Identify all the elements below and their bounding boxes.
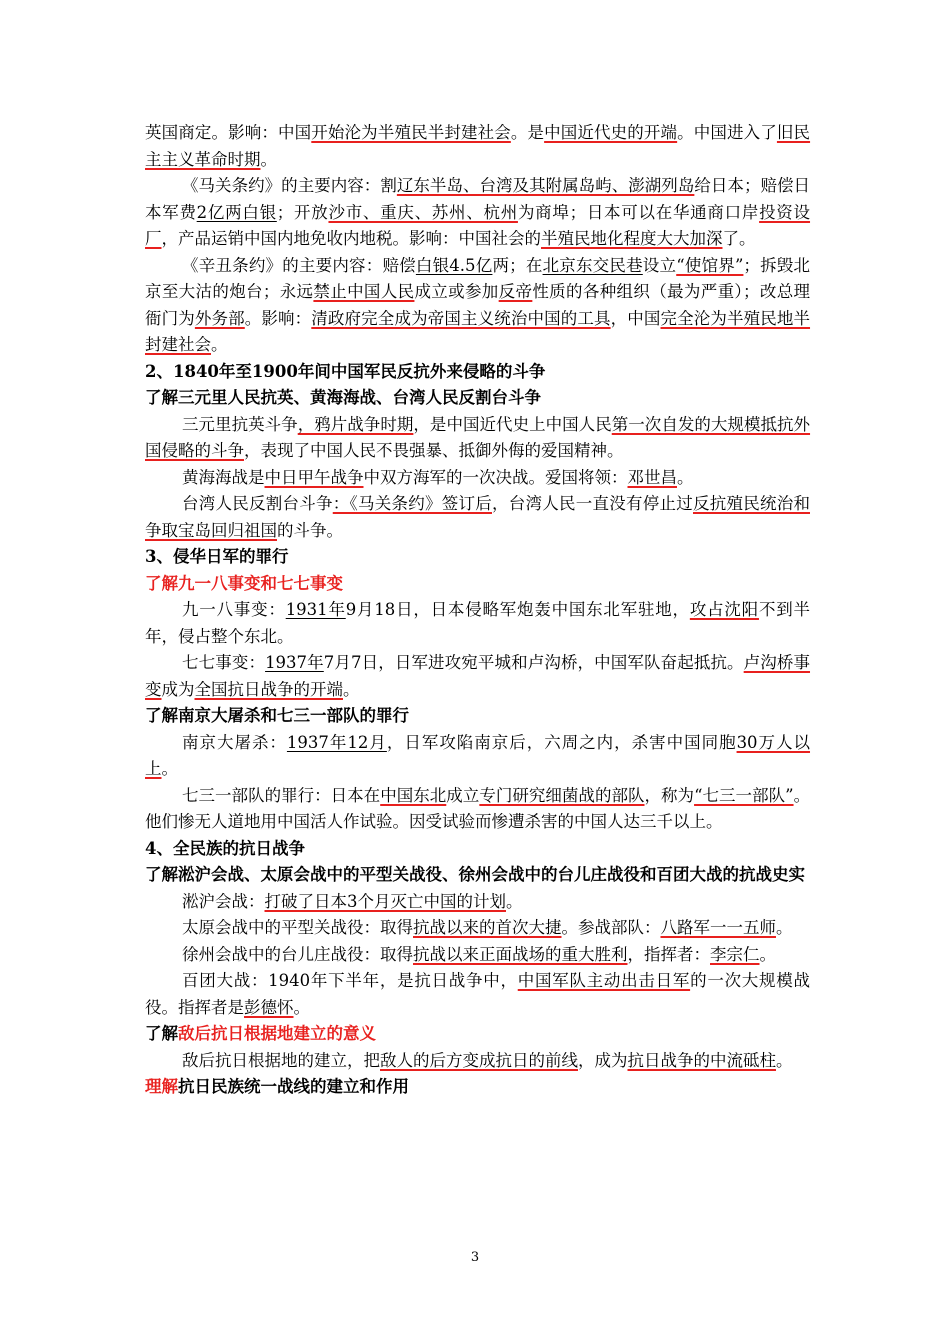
document-body — [145, 120, 810, 1101]
text-run: 理解 — [145, 1077, 178, 1096]
section-heading — [145, 385, 810, 412]
text-run: ，日军攻陷南京后，六周之内，杀害中国同胞 — [386, 732, 737, 752]
underlined-text: 抗战以来正面战场的重大胜利 — [413, 944, 628, 964]
text-run: 成立 — [446, 785, 480, 805]
paragraph — [145, 730, 810, 783]
underlined-text: 打破了日本3个月灭亡中国的计划 — [264, 891, 506, 911]
underlined-text: 2亿两白银 — [196, 202, 277, 222]
text-run: 了。 — [722, 229, 756, 248]
text-run: 。中国进入了 — [677, 123, 777, 142]
underlined-text: 30万人以上 — [145, 732, 811, 778]
underlined-text: 邓世昌 — [627, 467, 677, 487]
underlined-text: 中国军队主动出击日军 — [517, 971, 691, 990]
text-run: 。 — [343, 679, 360, 699]
underlined-text: 辽东半岛、台湾及其附属岛屿、澎湖列岛 — [396, 176, 695, 195]
underlined-text: 旧民主主义革命时期 — [145, 123, 811, 169]
text-run: 七七事变： — [182, 653, 266, 672]
underlined-text: 敌人的后方变成抗日的前线 — [380, 1050, 578, 1070]
paragraph — [145, 491, 810, 544]
text-run: 两；在 — [492, 255, 543, 275]
underlined-text: 第一次自发的大规模抵抗外国侵略的斗争 — [145, 414, 811, 460]
text-run: ；开放 — [276, 202, 329, 222]
underlined-text: ，鸦片战争时期 — [297, 414, 414, 434]
text-run: 。 — [677, 467, 694, 487]
paragraph — [145, 783, 810, 836]
text-run: 。 — [506, 891, 523, 911]
underlined-text: 外务部 — [194, 308, 245, 328]
underlined-text: 投资设厂 — [145, 202, 811, 248]
text-run: 成为 — [161, 679, 195, 699]
section-heading — [145, 544, 810, 571]
text-run: 。参战部队： — [561, 918, 661, 937]
text-run: ，指挥者： — [627, 944, 710, 964]
text-run: 七三一部队的罪行：日本在 — [182, 785, 381, 805]
underlined-text: 完全沦为半殖民地半封建社会 — [145, 308, 811, 354]
section-heading — [145, 571, 810, 598]
underlined-text: “使馆界” — [676, 255, 744, 275]
text-run: 性质的各种组织（最为严重）；改总理衙门为 — [145, 282, 811, 328]
text-run: 。影响： — [244, 308, 312, 328]
underlined-text: “七三一部队” — [694, 785, 794, 805]
underlined-text: 半殖民地化程度大大加深 — [541, 229, 723, 248]
text-run: 。 — [759, 944, 776, 964]
paragraph — [145, 412, 810, 465]
section-heading — [145, 1021, 810, 1048]
underlined-text: 禁止中国人民 — [313, 282, 415, 301]
underlined-text: 抗日战争的中流砥柱 — [627, 1050, 776, 1070]
text-run: 。是 — [510, 123, 545, 142]
text-run: ，是中国近代史上中国人民 — [413, 414, 612, 434]
text-run: 2、1840年至1900年间中国军民反抗外来侵略的斗争 — [145, 361, 546, 381]
underlined-text: 沙市、重庆、苏州、杭州 — [328, 202, 518, 222]
text-run: 。 — [776, 1050, 793, 1070]
text-run: 成立或参加 — [414, 282, 499, 301]
underlined-text: 1931年 — [285, 600, 346, 619]
paragraph — [145, 942, 810, 969]
text-run: 设立 — [642, 255, 677, 275]
text-run: 给日本；赔偿日本军费 — [145, 176, 811, 222]
text-run: 4、全民族的抗日战争 — [145, 838, 305, 858]
text-run: 。 — [776, 918, 793, 937]
text-run: 了解 — [145, 1024, 178, 1043]
text-run: ，称为 — [644, 785, 695, 805]
text-run: 9月18日，日本侵略军炮轰中国东北军驻地， — [345, 600, 690, 619]
underlined-text: 中国东北 — [380, 785, 447, 805]
underlined-text: 抗战以来的首次大捷 — [413, 918, 562, 937]
paragraph — [145, 968, 810, 1021]
section-heading — [145, 359, 810, 386]
text-run: ；拆毁北京至大沽的炮台；永远 — [145, 255, 811, 301]
text-run: 百团大战：1940年下半年，是抗日战争中， — [182, 971, 518, 990]
text-run: 英国商定。影响：中国 — [145, 123, 312, 142]
text-run: 黄海海战是 — [182, 467, 265, 487]
text-run: 了解淞沪会战、太原会战中的平型关战役、徐州会战中的台儿庄战役和百团大战的抗战史实 — [145, 865, 805, 884]
text-run: 了解南京大屠杀和七三一部队的罪行 — [145, 706, 409, 725]
text-run: 《马关条约》的主要内容：割 — [182, 176, 397, 195]
underlined-text: 专门研究细菌战的部队 — [479, 785, 645, 805]
text-run: 敌后抗日根据地的建立，把 — [182, 1050, 380, 1070]
text-run: 了解九一八事变和七七事变 — [145, 573, 343, 593]
text-run: 3、侵华日军的罪行 — [145, 547, 289, 566]
text-run: ，中国 — [610, 308, 661, 328]
text-run: 三元里抗英斗争 — [182, 414, 298, 434]
text-run: 太原会战中的平型关战役：取得 — [182, 918, 413, 937]
section-heading — [145, 1074, 810, 1101]
text-run: 。 — [161, 759, 178, 778]
section-heading — [145, 862, 810, 889]
paragraph — [145, 650, 810, 703]
section-heading — [145, 703, 810, 730]
text-run: ，产品运销中国内地免收内地税。影响：中国社会的 — [161, 229, 541, 248]
text-run: 的一次大规模战役。指挥者是 — [145, 971, 811, 1017]
text-run: 。 — [260, 149, 277, 169]
text-run: 不到半年，侵占整个东北。 — [145, 600, 811, 646]
text-run: 九一八事变： — [182, 600, 286, 619]
paragraph — [145, 253, 810, 359]
underlined-text: 全国抗日战争的开端 — [194, 679, 343, 699]
page-number: 3 — [470, 1250, 480, 1265]
underlined-text: 开始沦为半殖民半封建社会 — [311, 123, 511, 142]
text-run: ，表现了中国人民不畏强暴、抵御外侮的爱国精神。 — [244, 441, 624, 460]
text-run: 7月7日，日军进攻宛平城和卢沟桥，中国军队奋起抵抗。 — [323, 653, 744, 672]
text-run: 台湾人民反割台斗争 — [182, 494, 333, 513]
text-run: 。他们惨无人道地用中国活人作试验。因受试验而惨遭杀害的中国人达三千以上。 — [145, 785, 811, 831]
text-run: ，成为 — [578, 1050, 628, 1070]
paragraph — [145, 597, 810, 650]
underlined-text: ：《马关条约》签订后 — [332, 494, 492, 513]
underlined-text: 北京东交民巷 — [542, 255, 643, 275]
underlined-text: 1937年12月 — [286, 732, 387, 752]
text-run: 的斗争。 — [277, 520, 343, 540]
text-run: 淞沪会战： — [182, 891, 265, 911]
underlined-text: 1937年 — [265, 653, 324, 672]
paragraph — [145, 173, 810, 253]
underlined-text: 卢沟桥事变 — [145, 653, 811, 699]
text-run: 。 — [293, 997, 310, 1017]
paragraph — [145, 1048, 810, 1075]
underlined-text: 白银4.5亿 — [415, 255, 493, 275]
text-run: 为商埠；日本可以在华通商口岸 — [517, 202, 760, 222]
text-run: 了解三元里人民抗英、黄海海战、台湾人民反割台斗争 — [145, 388, 541, 407]
underlined-text: 中国近代史的开端 — [544, 123, 678, 142]
paragraph — [145, 915, 810, 942]
underlined-text: 攻占沈阳 — [689, 600, 759, 619]
paragraph — [145, 889, 810, 916]
text-run: 《辛丑条约》的主要内容：赔偿 — [182, 255, 416, 275]
section-heading — [145, 836, 810, 863]
text-run: 徐州会战中的台儿庄战役：取得 — [182, 944, 413, 964]
text-run: 中双方海军的一次决战。爱国将领： — [363, 467, 628, 487]
text-run: 。 — [211, 335, 228, 354]
underlined-text: 彭德怀 — [244, 997, 294, 1017]
underlined-text: 反抗殖民统治和争取宝岛回归祖国 — [145, 494, 810, 540]
underlined-text: 反帝 — [498, 282, 533, 301]
paragraph — [145, 120, 810, 173]
underlined-text: 中日甲午战争 — [264, 467, 364, 487]
text-run: 抗日民族统一战线的建立和作用 — [178, 1077, 409, 1096]
underlined-text: 李宗仁 — [710, 944, 760, 964]
underlined-text: 清政府完全成为帝国主义统治中国的工具 — [311, 308, 611, 328]
text-run: 南京大屠杀： — [182, 732, 287, 752]
underlined-text: 八路军一一五师 — [660, 918, 776, 937]
paragraph — [145, 465, 810, 492]
text-run: ，台湾人民一直没有停止过 — [492, 494, 693, 513]
text-run: 敌后抗日根据地建立的意义 — [178, 1024, 376, 1043]
